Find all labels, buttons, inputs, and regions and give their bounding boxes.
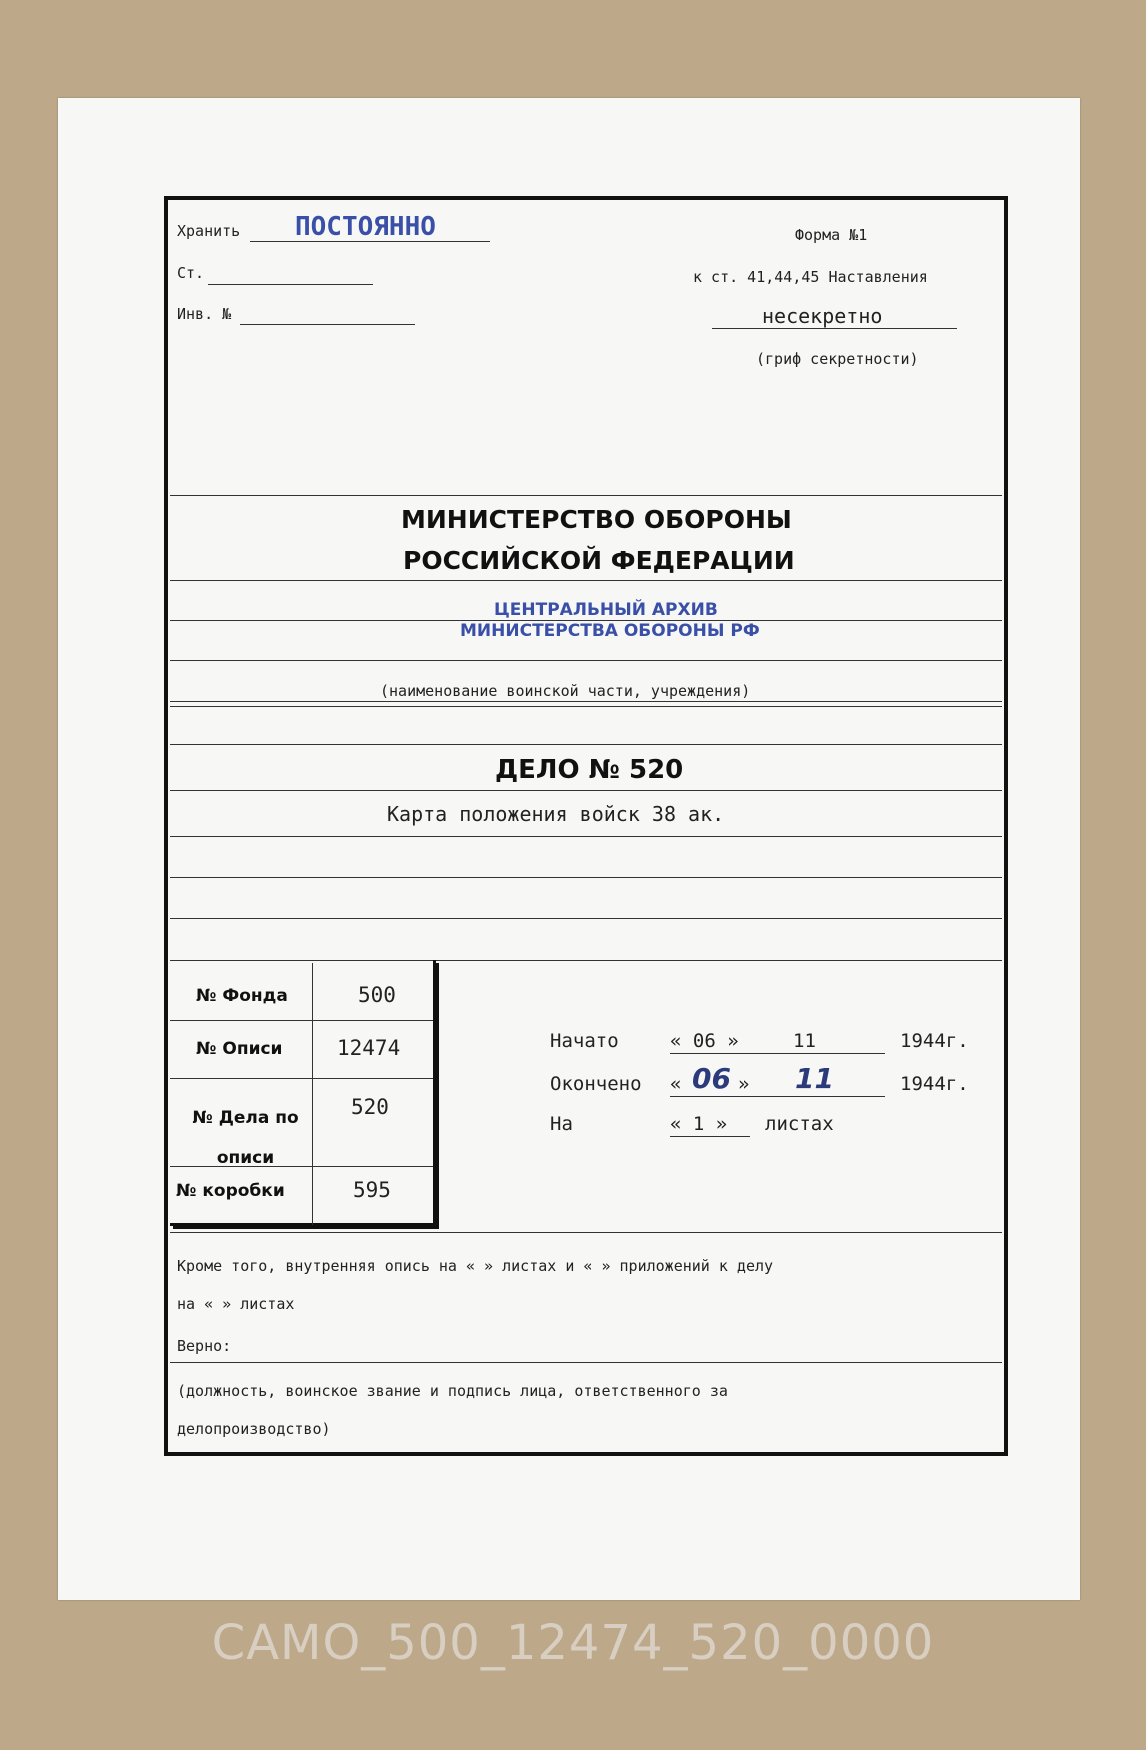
table-row-label: № Описи — [196, 1039, 283, 1059]
secrecy-line — [712, 328, 957, 329]
footer-sheets-note: на « » листах — [177, 1295, 295, 1313]
divider — [170, 701, 1002, 702]
table-row-value: 595 — [353, 1178, 391, 1202]
sheets-line — [670, 1136, 750, 1137]
sheets-suffix: листах — [765, 1113, 834, 1135]
ended-quote-close: » — [738, 1073, 750, 1095]
table-divider — [170, 1078, 433, 1079]
ended-month-handwritten: 11 — [795, 1062, 834, 1095]
table-row-label: № Дела по описи — [192, 1108, 299, 1168]
started-year: 1944г. — [900, 1030, 969, 1052]
started-month: 11 — [793, 1030, 816, 1052]
inv-line — [240, 324, 415, 325]
divider — [170, 495, 1002, 496]
table-row-value: 520 — [351, 1095, 389, 1119]
table-row-value: 12474 — [337, 1036, 401, 1060]
keep-stamp: ПОСТОЯННО — [295, 212, 436, 242]
archive-watermark: CAMO_500_12474_520_0000 — [211, 1615, 935, 1671]
sheets-label: На — [550, 1113, 573, 1135]
ended-line — [670, 1096, 885, 1097]
divider — [170, 836, 1002, 837]
divider — [170, 790, 1002, 791]
started-label: Начато — [550, 1030, 619, 1052]
ended-label: Окончено — [550, 1073, 642, 1095]
secrecy-caption: (гриф секретности) — [756, 350, 919, 368]
divider — [170, 660, 1002, 661]
form-reference: к ст. 41,44,45 Наставления — [693, 268, 928, 286]
sheets-value: « 1 » — [670, 1113, 728, 1135]
archive-caption: (наименование воинской части, учреждения) — [380, 682, 751, 700]
divider — [170, 744, 1002, 745]
ended-quote-open: « — [670, 1073, 682, 1095]
case-title: ДЕЛО № 520 — [495, 755, 684, 785]
divider — [170, 1362, 1002, 1363]
footer-inventory-note: Кроме того, внутренняя опись на « » листах и « » приложений к делу — [177, 1257, 774, 1275]
divider — [170, 1232, 1002, 1233]
started-line — [670, 1053, 885, 1054]
ended-day-handwritten: 06 — [692, 1062, 731, 1095]
divider — [170, 580, 1002, 581]
table-row-label: № Фонда — [196, 986, 288, 1006]
keep-label: Хранить — [177, 222, 241, 240]
divider — [170, 706, 1002, 707]
table-row-label: № коробки — [176, 1181, 285, 1201]
divider — [170, 918, 1002, 919]
table-divider — [170, 1020, 433, 1021]
responsible-caption-line1: (должность, воинское звание и подпись лица, ответственного за — [177, 1382, 728, 1400]
table-row-value: 500 — [358, 983, 396, 1007]
started-day: « 06 » — [670, 1030, 739, 1052]
responsible-caption-line2: делопроизводство) — [177, 1420, 331, 1438]
ministry-line2: РОССИЙСКОЙ ФЕДЕРАЦИИ — [403, 546, 795, 575]
table-column-divider — [312, 963, 313, 1225]
form-number: Форма №1 — [795, 226, 868, 244]
st-line — [208, 284, 373, 285]
inv-label: Инв. № — [177, 305, 232, 323]
verified-label: Верно: — [177, 1337, 232, 1355]
archive-stamp-line1: ЦЕНТРАЛЬНЫЙ АРХИВ — [494, 600, 718, 620]
secrecy-value: несекретно — [762, 304, 883, 328]
divider — [170, 877, 1002, 878]
case-description: Карта положения войск 38 ак. — [387, 802, 725, 826]
ministry-line1: МИНИСТЕРСТВО ОБОРОНЫ — [401, 505, 792, 534]
st-label: Ст. — [177, 264, 205, 282]
ended-year: 1944г. — [900, 1073, 969, 1095]
archive-stamp-line2: МИНИСТЕРСТВА ОБОРОНЫ РФ — [460, 621, 760, 641]
